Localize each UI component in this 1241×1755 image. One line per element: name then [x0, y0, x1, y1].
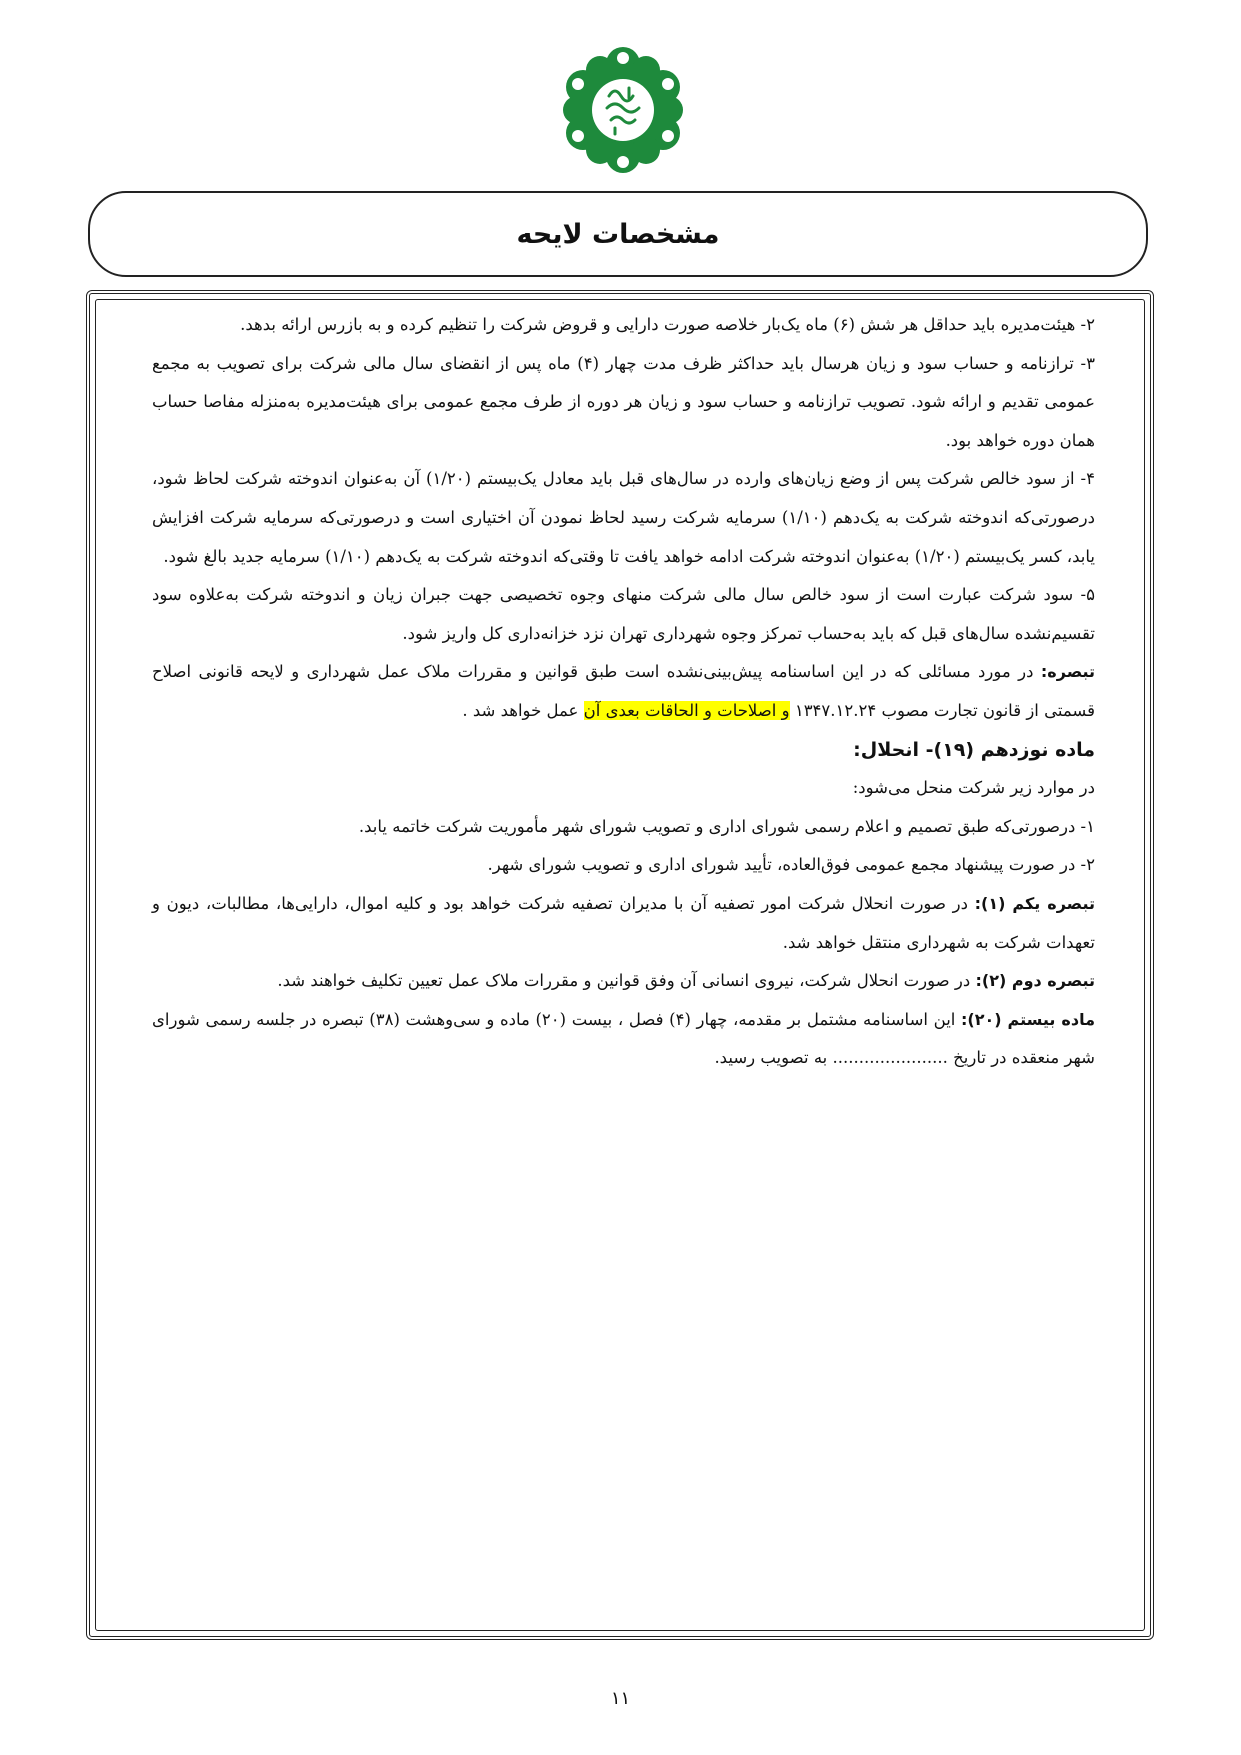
- paragraph-clause-2: ۲- هیئت‌مدیره باید حداقل هر شش (۶) ماه یک‌بار خلاصه صورت دارایی و قروض شرکت را تنظیم کرده و به بازرس ارائه بدهد.: [240, 315, 1095, 334]
- tehran-municipality-logo: [558, 44, 688, 176]
- article-20-text: این اساسنامه مشتمل بر مقدمه، چهار (۴) فصل ، بیست (۲۰) ماده و سی‌وهشت (۳۸) تبصره در جلسه رسمی شورای شهر منعقده در تاریخ ...................... به تصویب رسید.: [152, 1009, 1095, 1068]
- note-paragraph: [152, 653, 1095, 730]
- title-box: [88, 191, 1148, 277]
- note-one-label: تبصره یکم (۱):: [974, 893, 1095, 913]
- paragraph-clause-3: ۳- ترازنامه و حساب سود و زیان هرسال باید حداکثر ظرف مدت چهار (۴) ماه پس از انقضای سال مالی شرکت برای تصویب به مجمع عمومی تقدیم و ارائه شود. تصویب ترازنامه و حساب سود و زیان هر دوره از طرف مجمع عمومی برای هیئت‌مدیره به‌منزله مفاصا حساب همان دوره خواهد بود.: [152, 353, 1095, 450]
- page-title: مشخصات لایحه: [516, 218, 720, 250]
- note-two-label: تبصره دوم (۲):: [975, 971, 1095, 991]
- note-one-text: در صورت انحلال شرکت امور تصفیه آن با مدیران تصفیه شرکت خواهد بود و کلیه اموال، دارایی‌ها، مطالبات، دیون و تعهدات شرکت به شهرداری منتقل خواهد شد.: [152, 893, 1095, 952]
- paragraph-clause-5: ۵- سود شرکت عبارت است از سود خالص سال مالی شرکت منهای وجوه تخصیصی جهت جبران زیان و اندوخته شرکت به‌علاوه سود تقسیم‌نشده سال‌های قبل که باید به‌حساب تمرکز وجوه شهرداری تهران نزد خزانه‌داری کل واریز شود.: [152, 585, 1095, 643]
- note-text-a: در مورد مسائلی که در این اساسنامه پیش‌بینی‌نشده است طبق قوانین و مقررات ملاک عمل شهرداری و لایحه قانونی اصلاح قسمتی از قانون تجارت مصوب ۱۳۴۷.۱۲.۲۴: [152, 662, 1095, 720]
- article-20-paragraph: [152, 1001, 1095, 1078]
- paragraph-clause-4: ۴- از سود خالص شرکت پس از وضع زیان‌های وارده در سال‌های قبل باید معادل یک‌بیستم (۱/۲۰) آن به‌عنوان اندوخته شرکت لحاظ شود، درصورتی‌که اندوخته شرکت به یک‌دهم (۱/۱۰) سرمایه شرکت رسید لحاظ نمودن آن اختیاری است و درصورتی‌که سرمایه شرکت افزایش یابد، کسر یک‌بیستم (۱/۲۰) به‌عنوان اندوخته شرکت ادامه خواهد یافت تا وقتی‌که اندوخته شرکت به یک‌دهم (۱/۱۰) سرمایه جدید بالغ شود.: [152, 469, 1096, 566]
- article-19-heading: ماده نوزدهم (۱۹)- انحلال:: [853, 738, 1095, 761]
- note-text-b: عمل خواهد شد .: [462, 700, 584, 720]
- note-two-text: در صورت انحلال شرکت، نیروی انسانی آن وفق قوانین و مقررات ملاک عمل تعیین تکلیف خواهند شد.: [277, 971, 976, 991]
- page-number: ۱۱: [610, 1688, 631, 1709]
- note-two-paragraph: [152, 962, 1095, 1001]
- note-one-paragraph: [152, 885, 1095, 962]
- highlighted-text: و اصلاحات و الحاقات بعدی آن: [583, 700, 790, 720]
- document-body: [152, 306, 1095, 1078]
- article-19-item-1: ۱- درصورتی‌که طبق تصمیم و اعلام رسمی شورای اداری و تصویب شورای شهر مأموریت شرکت خاتمه یابد.: [358, 816, 1095, 836]
- article-19-item-2: ۲- در صورت پیشنهاد مجمع عمومی فوق‌العاده، تأیید شورای اداری و تصویب شورای شهر.: [487, 855, 1095, 875]
- article-19-intro: در موارد زیر شرکت منحل می‌شود:: [852, 778, 1095, 798]
- article-20-label: ماده بیستم (۲۰):: [961, 1009, 1095, 1029]
- content-frame: [86, 290, 1154, 1640]
- note-label: تبصره:: [1040, 662, 1095, 682]
